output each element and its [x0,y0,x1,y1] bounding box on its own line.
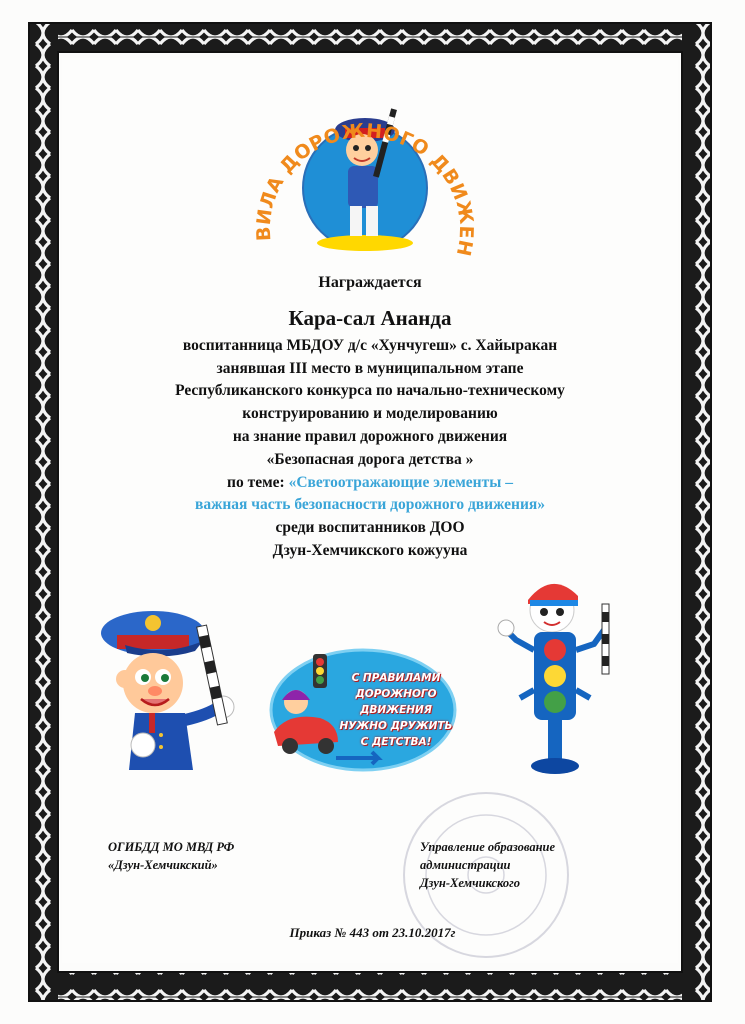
footer-left-line-1: ОГИБДД МО МВД РФ [108,840,235,854]
recipient-name: Кара-сал Ананда [288,305,452,330]
certificate-text [80,272,660,563]
topic-title-part-2: важная часть безопасности дорожного движения» [194,496,546,514]
text-line-10: Дзун-Хемчикского кожууна [272,541,468,559]
traffic-rules-banner [268,646,458,774]
traffic-light-character [494,570,624,780]
logo-arc-text: ВИЛА ДОРОЖНОГО ДВИЖЕН [252,119,478,256]
text-line-1: воспитанница МБДОУ д/с «Хунчугеш» с. Хайыракан [182,336,558,354]
text-line-4: конструированию и моделированию [242,405,498,423]
order-reference: Приказ № 443 от 23.10.2017г [289,925,456,940]
text-line-2: занявшая III место в муниципальном этапе [216,359,524,377]
banner-line-2: ДОРОЖНОГО ДВИЖЕНИЯ [355,688,437,716]
topic-title-part-1: «Светоотражающие элементы – [288,473,513,491]
footer-left-line-2: «Дзун-Хемчикский» [108,858,218,872]
topic-line [80,472,660,495]
topic-prefix: по теме: [227,473,285,491]
banner-line-3: НУЖНО ДРУЖИТЬ [339,720,453,732]
banner-line-1: С ПРАВИЛАМИ [351,672,441,684]
awarded-heading: Награждается [318,274,422,291]
text-line-5: на знание правил дорожного движения [232,427,508,445]
text-line-9: среди воспитанников ДОО [275,519,465,537]
traffic-rules-logo [250,88,480,256]
text-line-3: Республиканского конкурса по начально-техническому [175,382,565,400]
text-line-6: «Безопасная дорога детства » [266,450,474,468]
footer-right-line-1: Управление образование [420,840,556,854]
banner-line-4: С ДЕТСТВА! [360,736,432,748]
police-boy-illustration [95,595,250,780]
footer-right-line-2: администрации [420,858,511,872]
footer-right-signatory [420,838,555,892]
footer-left-signatory [108,838,234,874]
footer-right-line-3: Дзун-Хемчикского [420,876,521,890]
